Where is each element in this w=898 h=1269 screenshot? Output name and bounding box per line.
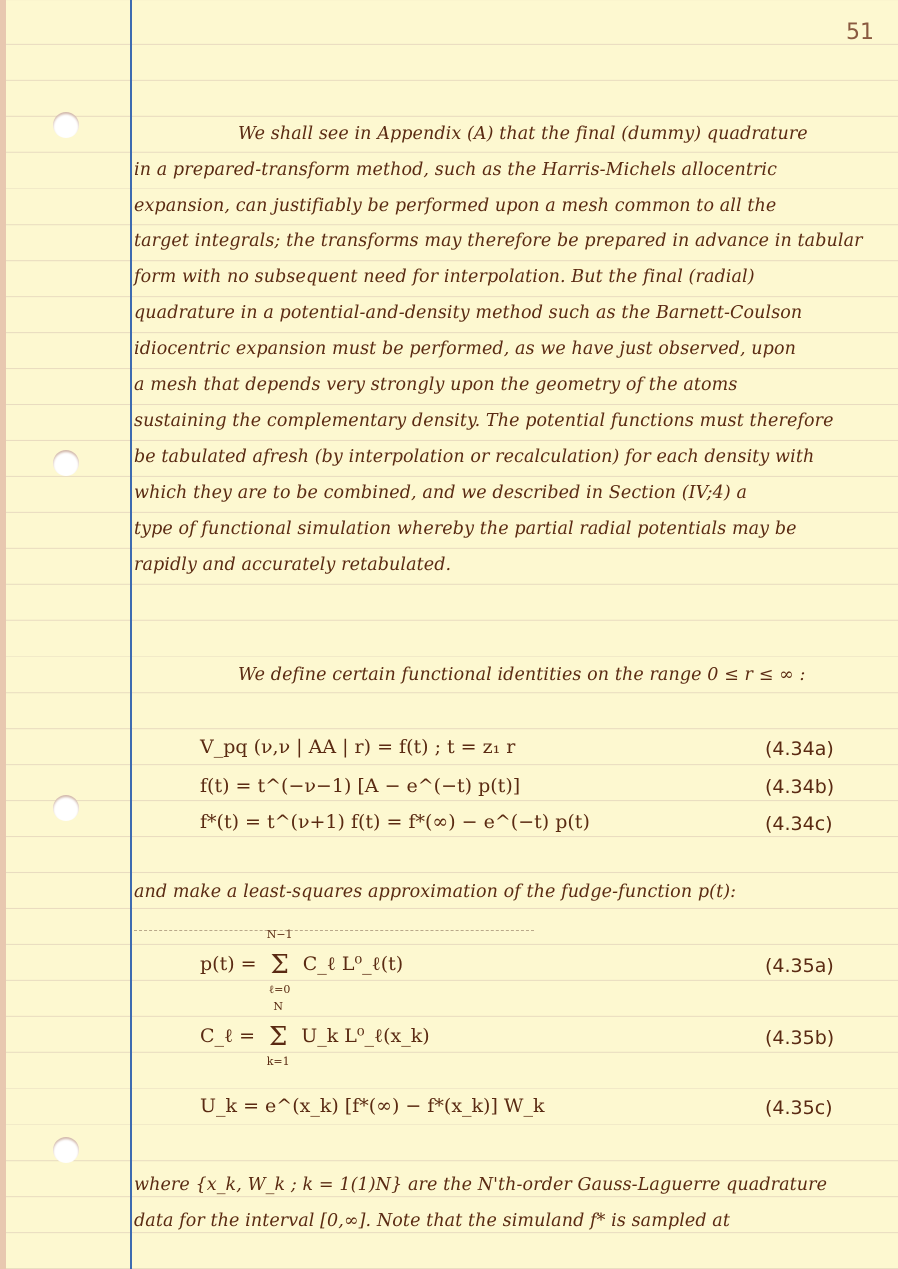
equation-label: (4.35c)	[765, 1097, 833, 1119]
paper-edge	[0, 0, 6, 1269]
text-line: idiocentric expansion must be performed, as we have just observed, upon	[134, 339, 796, 359]
punch-hole	[53, 1137, 79, 1163]
text-line: data for the interval [0,∞]. Note that the simuland f* is sampled at	[134, 1211, 730, 1231]
approximation-intro: and make a least-squares approximation of the fudge-function p(t):	[134, 882, 737, 902]
text-line: where {x_k, W_k ; k = 1(1)N} are the N'th-order Gauss-Laguerre quadrature	[134, 1175, 828, 1195]
summation: N−1 Σ ℓ=0	[263, 950, 297, 980]
equation-label: (4.35b)	[765, 1027, 835, 1049]
text-line: sustaining the complementary density. The potential functions must therefore	[134, 411, 834, 431]
equation-4-34a: V_pq (ν,ν | AA | r) = f(t) ; t = z₁ r	[200, 736, 516, 758]
text-line: form with no subsequent need for interpolation. But the final (radial)	[134, 267, 755, 287]
equation-lhs: C_ℓ =	[200, 1025, 256, 1047]
equation-4-34c: f*(t) = t^(ν+1) f(t) = f*(∞) − e^(−t) p(t)	[200, 811, 590, 833]
text-line: type of functional simulation whereby the partial radial potentials may be	[134, 519, 797, 539]
equation-label: (4.35a)	[765, 955, 834, 977]
sum-lower-limit: ℓ=0	[268, 983, 291, 996]
equation-rhs: U_k L⁰_ℓ(x_k)	[301, 1025, 430, 1047]
divider	[134, 930, 534, 931]
punch-hole	[53, 450, 79, 476]
text-line: be tabulated afresh (by interpolation or recalculation) for each density with	[134, 447, 815, 467]
sum-upper-limit: N−1	[266, 928, 293, 941]
page-number: 51	[846, 20, 874, 45]
equation-label: (4.34c)	[765, 813, 833, 835]
punch-hole	[53, 795, 79, 821]
text-line: in a prepared-transform method, such as the Harris-Michels allocentric	[134, 160, 778, 180]
equation-4-35c: U_k = e^(x_k) [f*(∞) − f*(x_k)] W_k	[200, 1095, 545, 1117]
punch-hole	[53, 112, 79, 138]
equation-label: (4.34a)	[765, 738, 834, 760]
text-line: quadrature in a potential-and-density method such as the Barnett-Coulson	[134, 303, 803, 323]
equation-4-35b	[200, 1000, 430, 1068]
text-line: a mesh that depends very strongly upon the geometry of the atoms	[134, 375, 738, 395]
equation-lhs: p(t) =	[200, 953, 257, 975]
text-line: expansion, can justifiably be performed upon a mesh common to all the	[134, 196, 777, 216]
text-line: which they are to be combined, and we described in Section (IV;4) a	[134, 483, 747, 503]
text-line: rapidly and accurately retabulated.	[134, 555, 452, 575]
definitions-intro: We define certain functional identities on the range 0 ≤ r ≤ ∞ :	[238, 665, 806, 685]
equation-4-35a	[200, 928, 404, 996]
sum-lower-limit: k=1	[266, 1055, 290, 1068]
equation-rhs: C_ℓ L⁰_ℓ(t)	[302, 953, 404, 975]
sum-upper-limit: N	[273, 1000, 283, 1013]
text-line: We shall see in Appendix (A) that the final (dummy) quadrature	[238, 124, 808, 144]
summation: N Σ k=1	[261, 1022, 295, 1052]
equation-label: (4.34b)	[765, 776, 835, 798]
equation-4-34b: f(t) = t^(−ν−1) [A − e^(−t) p(t)]	[200, 775, 521, 797]
text-line: target integrals; the transforms may therefore be prepared in advance in tabular	[134, 231, 863, 251]
margin-line	[130, 0, 132, 1269]
